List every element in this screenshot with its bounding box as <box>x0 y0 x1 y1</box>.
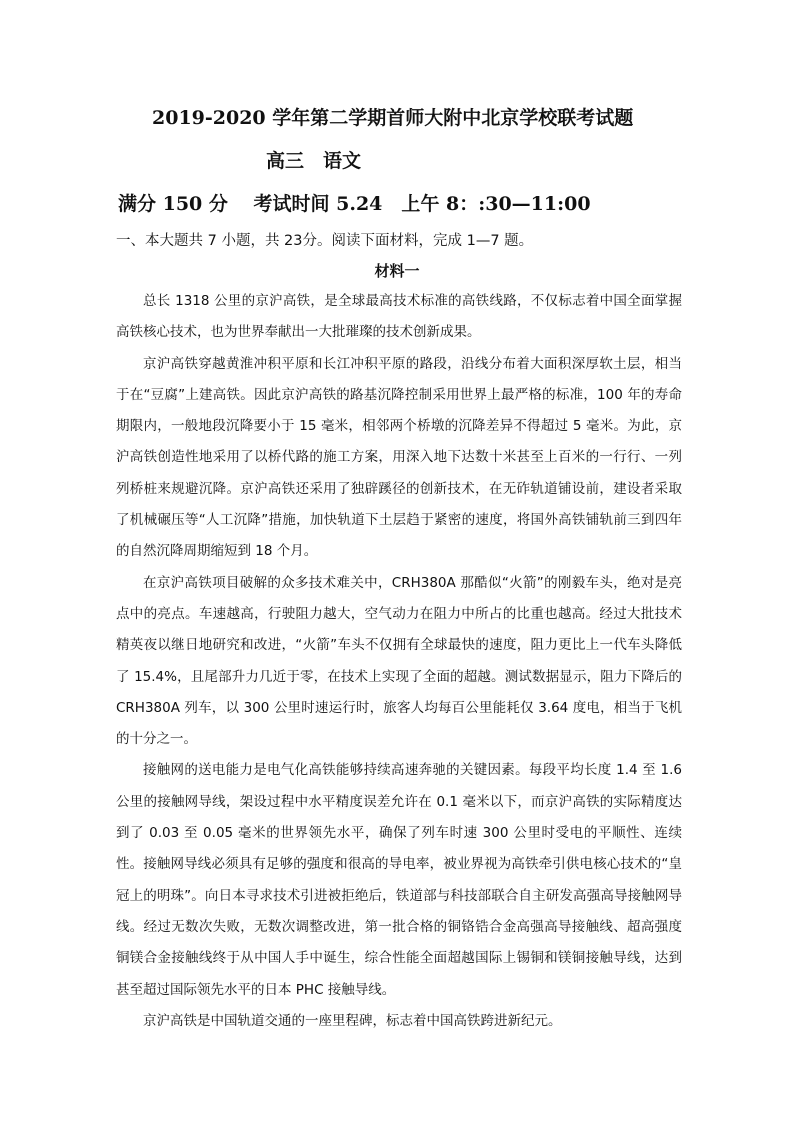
exam-subtitle: 高三 语文 <box>266 150 362 172</box>
passage-paragraph: 京沪高铁是中国轨道交通的一座里程碑，标志着中国高铁跨进新纪元。 <box>143 1012 562 1029</box>
exam-title: 2019-2020 学年第二学期首师大附中北京学校联考试题 <box>152 107 634 129</box>
passage-paragraph: 京沪高铁穿越黄淮冲积平原和长江冲积平原的路段，沿线分布着大面积深厚软土层，相当于在“豆腐”上建高铁。因此京沪高铁的路基沉降控制采用世界上最严格的标准，100 年的寿命期限内，一般地段沉降要小于 15 毫米，相邻两个桥墩的沉降差异不得超过 5 毫米。为此，京沪高铁创造性地采用了以桥代路的施工方案，用深入地下达数十米甚至上百米的一行行、一列列桥桩来规避沉降。京沪高铁还采用了独辟蹊径的创新技术，在无砟轨道铺设前，建设者采取了机械碾压等“人工沉降”措施，加快轨道下土层趋于紧密的速度，将国外高铁铺轨前三到四年的自然沉降周期缩短到 18 个月。 <box>116 355 682 560</box>
score-and-time-line: 满分 150 分 考试时间 5.24 上午 8：:30—11:00 <box>118 193 591 215</box>
material-title: 材料一 <box>374 262 420 280</box>
passage-paragraph: 接触网的送电能力是电气化高铁能够持续高速奔驰的关键因素。每段平均长度 1.4 至 1.6 公里的接触网导线，架设过程中水平精度误差允许在 0.1 毫米以下，而京沪高铁的实际精度达到了 0.03 至 0.05 毫米的世界领先水平，确保了列车时速 300 公里时受电的平顺性、连续性。接触网导线必须具有足够的强度和很高的导电率，被业界视为高铁牵引供电核心技术的“皇冠上的明珠”。向日本寻求技术引进被拒绝后，铁道部与科技部联合自主研发高强高导接触网导线。经过无数次失败，无数次调整改进，第一批合格的铜铬锆合金高强高导接触线、超高强度铜镁合金接触线终于从中国人手中诞生，综合性能全面超越国际上锡铜和镁铜接触导线，达到甚至超过国际领先水平的日本 PHC 接触导线。 <box>116 762 682 998</box>
passage-body <box>116 286 682 1037</box>
section-heading: 一、本大题共 7 小题，共 23分。阅读下面材料，完成 1—7 题。 <box>116 233 534 249</box>
passage-paragraph: 在京沪高铁项目破解的众多技术难关中，CRH380A 那酷似“火箭”的刚毅车头，绝对是亮点中的亮点。车速越高，行驶阻力越大，空气动力在阻力中所占的比重也越高。经过大批技术精英夜以继日地研究和改进，“火箭”车头不仅拥有全球最快的速度，阻力更比上一代车头降低了 15.4%，且尾部升力几近于零，在技术上实现了全面的超越。测试数据显示，阻力下降后的 CRH380A 列车，以 300 公里时速运行时，旅客人均每百公里能耗仅 3.64 度电，相当于飞机的十分之一。 <box>116 574 682 748</box>
passage-paragraph: 总长 1318 公里的京沪高铁，是全球最高技术标准的高铁线路，不仅标志着中国全面掌握高铁核心技术，也为世界奉献出一大批璀璨的技术创新成果。 <box>116 293 682 341</box>
